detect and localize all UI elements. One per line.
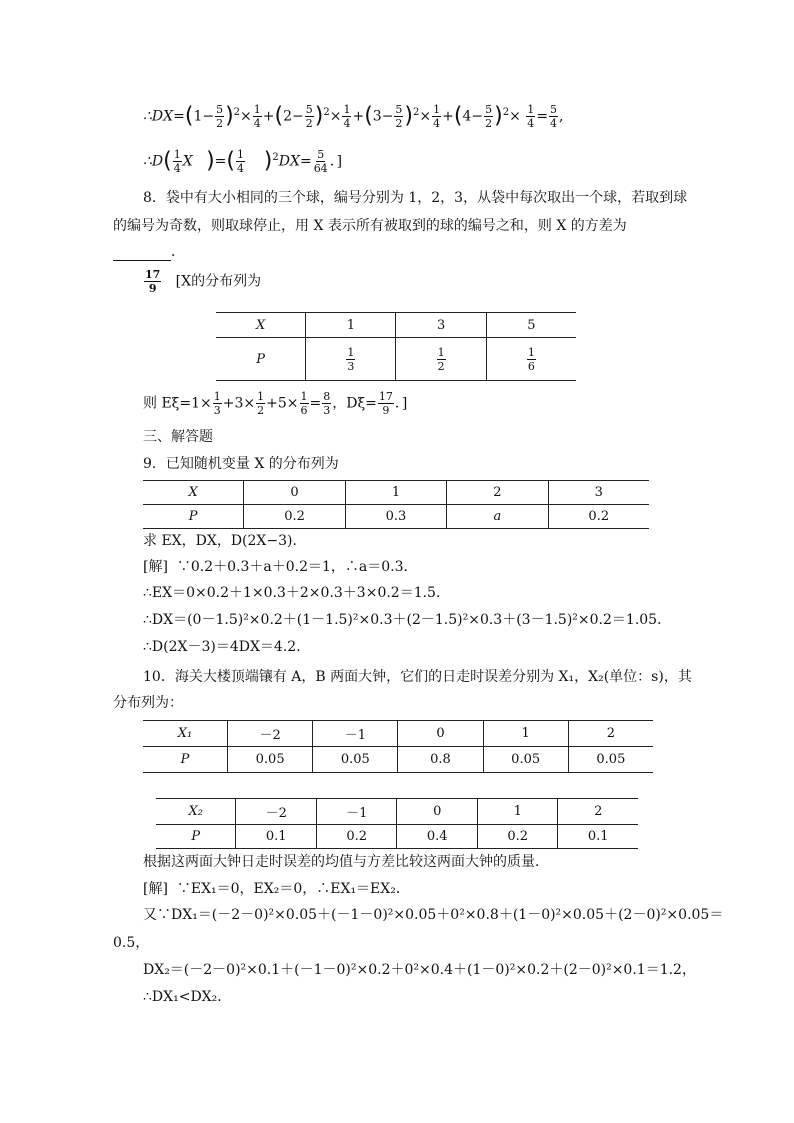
q10-solution-2: 又∵DX₁＝(－2－0)²×0.05＋(－1－0)²×0.05＋0²×0.8＋(1－0)²×0.05＋(2－0)²×0.05＝: [143, 907, 724, 923]
term-1: 1−: [193, 108, 215, 125]
solution-tag: [解]: [143, 881, 168, 897]
table-cell: 0.2: [316, 825, 397, 849]
q9-solution-2: ∴EX＝0×0.2＋1×0.3＋2×0.3＋3×0.2＝1.5．: [143, 585, 450, 601]
q10-solution-4: DX₂＝(－2－0)²×0.1＋(－1－0)²×0.2＋0²×0.4＋(1－0)²×0.2＋(2－0)²×0.1＝1.2，: [143, 962, 696, 978]
q10-ask: 根据这两面大钟日走时误差的均值与方差比较这两面大钟的质量．: [143, 854, 549, 870]
dx-formula-line: ∴DX=(1− $\frac{5}{2}$ )$^2$× $\frac{1}{4}$ +(2− $\frac{5}{2}$ )$^2$× $\frac{1}{4}$ +(3− $\frac{5}{2}$ )$^2$× $\frac{1}{4}$ +(4− $\frac{5}{2}$ )$^2$× $\frac{1}{4}$ = $\frac{5}{4}$ ,: [143, 103, 564, 130]
q10-table-x1: [143, 720, 653, 773]
table-cell: P: [256, 351, 265, 367]
table-cell: X: [188, 485, 198, 500]
table-cell: P: [191, 829, 201, 844]
q9-ask: 求 EX，DX，D(2X−3)．: [143, 533, 307, 549]
q8-answer-text: [X的分布列为: [175, 273, 262, 290]
frac-1-4: $\frac{1}{4}$: [343, 103, 351, 130]
term-2: 2−: [283, 108, 304, 125]
table-cell: 0.2: [244, 505, 345, 529]
q8-distribution-table: [216, 312, 576, 381]
table-cell: 1: [306, 313, 396, 338]
frac-1-4: $\frac{1}{4}$: [433, 103, 441, 130]
table-cell: 0.05: [313, 747, 398, 773]
q9-solution-4: ∴D(2X－3)＝4DX＝4.2．: [143, 639, 311, 655]
table-cell: 3: [548, 481, 649, 505]
table-cell: X: [255, 317, 266, 333]
table-cell: 1: [345, 481, 446, 505]
table-cell: 0.8: [398, 747, 483, 773]
q8-line3: ．: [113, 243, 185, 261]
q10-table-x2: [156, 798, 638, 849]
frac-1-4: $\frac{1}{4}$: [253, 103, 261, 130]
table-cell: 0.3: [345, 505, 446, 529]
table-cell: －1: [316, 799, 397, 825]
frac-5-2: $\frac{5}{2}$: [216, 103, 224, 130]
q10-solution-3: 0.5，: [113, 935, 150, 951]
frac-5-2: $\frac{5}{2}$: [305, 103, 313, 130]
table-cell: 1: [477, 799, 558, 825]
q8-answer-fraction: $\frac{17}{9}$: [145, 268, 161, 295]
table-cell: 5: [486, 313, 576, 338]
d-lhs: ∴D: [143, 153, 164, 170]
q10-line2: 分布列为：: [113, 695, 183, 711]
q8-calc-line: 则 Eξ=1× $\frac{1}{3}$ +3× $\frac{1}{2}$ +5× $\frac{1}{6}$ = $\frac{8}{3}$ ，Dξ= $\frac{17}{9}$ ．]: [143, 390, 408, 417]
table-cell: 0.4: [397, 825, 478, 849]
table-cell: －2: [236, 799, 317, 825]
frac-1-4: $\frac{1}{4}$: [527, 103, 535, 130]
frac-5-2: $\frac{5}{2}$: [395, 103, 403, 130]
table-cell: 0.1: [236, 825, 317, 849]
table-cell: $\frac{1}{2}$: [396, 338, 486, 381]
table-cell: 0.05: [228, 747, 313, 773]
table-cell: 2: [447, 481, 548, 505]
q8-line1: 8．袋中有大小相同的三个球，编号分别为 1，2，3，从袋中每次取出一个球，若取到球: [143, 190, 688, 206]
table-cell: 2: [568, 721, 653, 747]
q10-line1: 10．海关大楼顶端镶有 A，B 两面大钟，它们的日走时误差分别为 X₁，X₂(单位：s)，其: [143, 669, 692, 685]
table-cell: 0.2: [477, 825, 558, 849]
table-cell: $\frac{1}{6}$: [486, 338, 576, 381]
table-cell: $\frac{1}{3}$: [306, 338, 396, 381]
table-cell: 2: [558, 799, 638, 825]
table-cell: －2: [228, 721, 313, 747]
dx-lhs: ∴DX=: [143, 108, 185, 125]
q10-solution-5: ∴DX₁<DX₂．: [143, 989, 232, 1005]
table-cell: X₁: [177, 726, 193, 741]
table-cell: P: [188, 509, 198, 524]
q9-solution-1: [解] ∵0.2＋0.3＋a＋0.2＝1，∴a＝0.3．: [143, 559, 418, 575]
frac-5-2: $\frac{5}{2}$: [485, 103, 493, 130]
answer-blank: [113, 246, 171, 261]
table-cell: X₂: [188, 804, 203, 819]
table-cell: 0: [398, 721, 483, 747]
table-cell: P: [180, 752, 190, 767]
frac-5-4: $\frac{5}{4}$: [549, 103, 557, 130]
table-cell: 1: [483, 721, 568, 747]
table-cell: 0: [397, 799, 478, 825]
table-cell: 0.05: [483, 747, 568, 773]
q8-line2: 的编号为奇数，则取球停止，用 X 表示所有被取到的球的编号之和，则 X 的方差为: [113, 218, 627, 234]
table-cell: 0.2: [548, 505, 649, 529]
table-cell: －1: [313, 721, 398, 747]
q8-answer-line: [143, 268, 261, 295]
term-4: 4−: [462, 108, 484, 125]
solution-tag: [解]: [143, 559, 168, 575]
term-3: 3−: [372, 108, 394, 125]
table-cell: a: [447, 505, 548, 529]
section-heading: 三、解答题: [143, 429, 213, 445]
q9-distribution-table: [143, 480, 649, 529]
q9-solution-3: ∴DX＝(0－1.5)²×0.2＋(1－1.5)²×0.3＋(2－1.5)²×0.3＋(3－1.5)²×0.2＝1.05．: [143, 612, 672, 628]
table-cell: 0: [244, 481, 345, 505]
table-cell: 0.05: [568, 747, 653, 773]
table-cell: 3: [396, 313, 486, 338]
q9-title: 9．已知随机变量 X 的分布列为: [143, 456, 339, 472]
table-cell: 0.1: [558, 825, 638, 849]
q10-solution-1: [解] ∵EX₁＝0，EX₂＝0，∴EX₁＝EX₂．: [143, 881, 410, 897]
d-scaled-line: ∴D( $\frac{1}{4}$ X )=( $\frac{1}{4}$ )$^2$DX= $\frac{5}{64}$ ．]: [143, 148, 343, 175]
